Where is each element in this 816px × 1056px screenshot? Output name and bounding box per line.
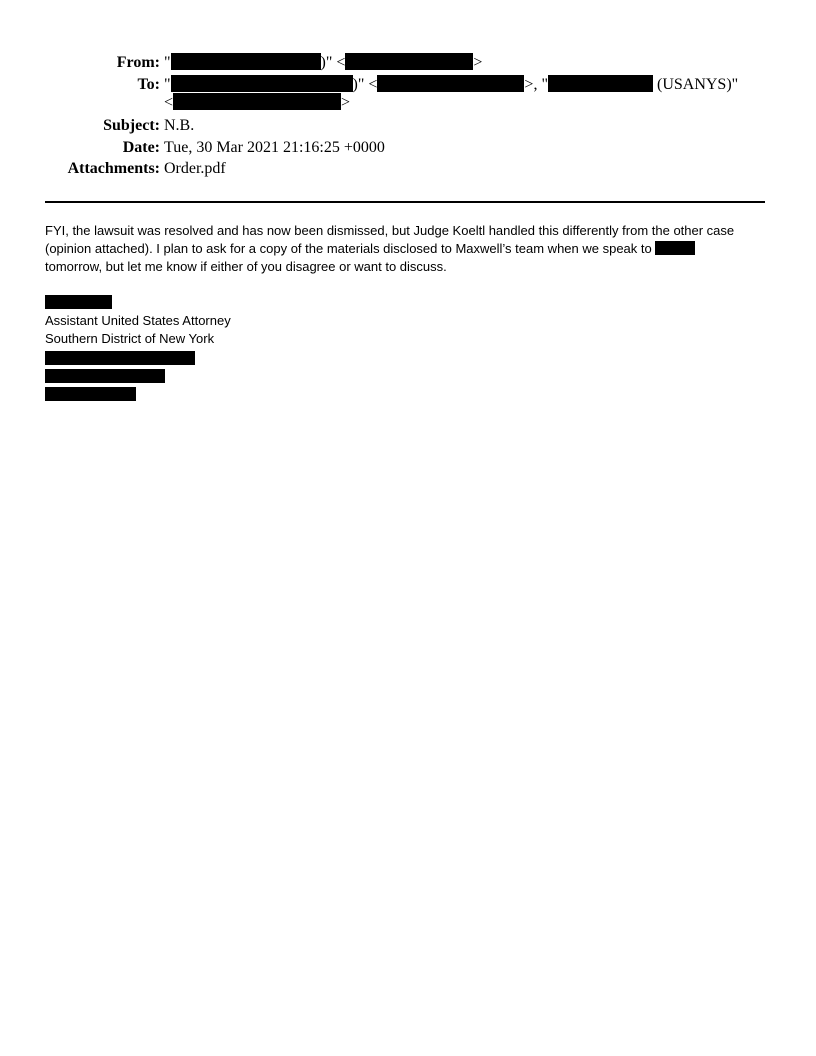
redaction-block (173, 93, 341, 110)
attachments-label: Attachments: (67, 160, 160, 177)
redaction-block (345, 53, 473, 70)
to-label: To: (137, 76, 160, 93)
date-label: Date: (122, 139, 160, 156)
redaction-block (548, 75, 653, 92)
signature-title: Assistant United States Attorney (45, 313, 231, 328)
attachment-link[interactable]: Order.pdf (164, 160, 226, 177)
from-value: " )" < > (164, 54, 483, 71)
to-row-cont: < > (164, 94, 351, 111)
to-org: (USANYS)" (656, 76, 739, 93)
body-line-2-text: (opinion attached). I plan to ask for a copy of the materials disclosed to Maxwell’s team when we speak to (45, 241, 652, 256)
signature-contact-redaction (45, 351, 195, 365)
redaction-block (171, 75, 353, 92)
signature-contact-redaction (45, 387, 136, 401)
signature-contact-redaction (45, 369, 165, 383)
subject-label: Subject: (103, 117, 160, 134)
message-body (45, 222, 767, 276)
body-line-3: tomorrow, but let me know if either of you disagree or want to discuss. (45, 259, 447, 274)
date-value: Tue, 30 Mar 2021 21:16:25 +0000 (164, 139, 385, 156)
header-divider (45, 201, 765, 203)
redaction-block (377, 75, 524, 92)
to-value: " )" < >, " (USANYS)" (164, 76, 739, 93)
signature-block (45, 294, 767, 401)
body-line-2 (45, 240, 767, 258)
redaction-block (655, 241, 695, 255)
redaction-block (171, 53, 321, 70)
from-label: From: (116, 54, 160, 71)
signature-office: Southern District of New York (45, 331, 215, 346)
subject-value: N.B. (164, 117, 195, 134)
signature-name-redaction (45, 295, 112, 309)
body-line-1: FYI, the lawsuit was resolved and has now been dismissed, but Judge Koeltl handled this differently from the other case (45, 223, 735, 238)
